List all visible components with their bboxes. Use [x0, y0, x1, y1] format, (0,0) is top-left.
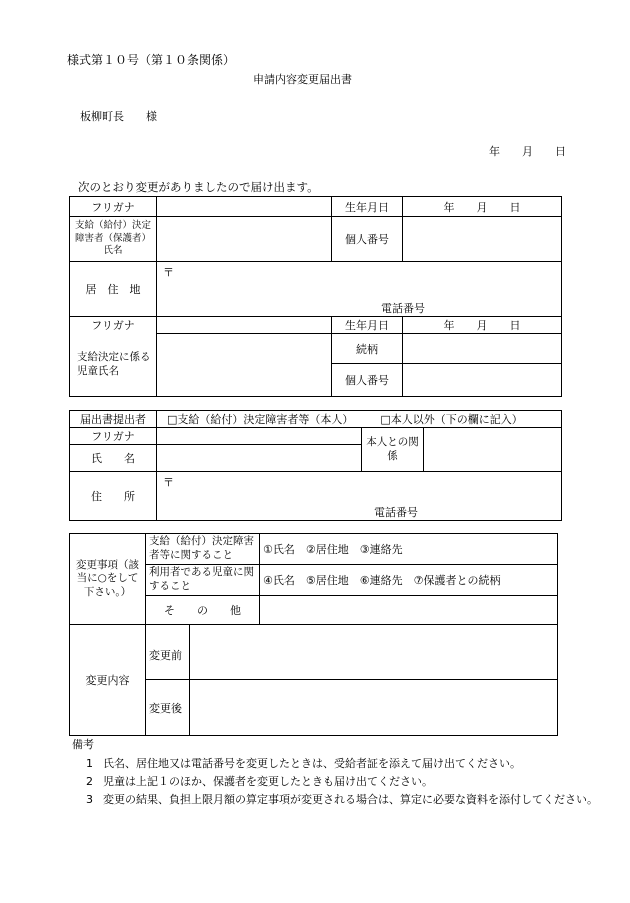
submitter-label: 届出書提出者 [70, 411, 157, 428]
form-number: 様式第１０号（第１０条関係） [67, 53, 236, 67]
recipient-info-table [69, 196, 562, 397]
address-field[interactable] [157, 262, 562, 317]
row3-field[interactable] [260, 596, 558, 625]
submitter-furigana-label: フリガナ [70, 428, 157, 445]
child-personal-number-label: 個人番号 [332, 364, 403, 397]
after-label: 変更後 [146, 680, 190, 736]
personal-number-field[interactable] [403, 217, 562, 262]
relation-field[interactable] [424, 428, 562, 472]
before-label: 変更前 [146, 625, 190, 680]
address-label: 居 住 地 [70, 262, 157, 317]
after-field[interactable] [190, 680, 558, 736]
submitter-furigana-field[interactable] [157, 428, 362, 445]
postal-mark: 〒 [163, 266, 174, 279]
change-items-label: 変更事項（該当に○をして下さい。） [70, 534, 146, 625]
child-name-label: 支給決定に係る児童氏名 [70, 334, 157, 397]
note-1-num: 1 [86, 757, 93, 770]
row2-label: 利用者である児童に関すること [146, 565, 260, 596]
submitter-table [69, 410, 562, 521]
submitter-address-label: 住 所 [70, 472, 157, 521]
child-furigana-field[interactable] [157, 317, 332, 334]
relation-label: 本人との関係 [362, 428, 424, 472]
notes-heading: 備考 [72, 738, 94, 751]
submitter-name-field[interactable] [157, 445, 362, 472]
addressee: 板柳町長 様 [80, 110, 157, 123]
date-line: 年 月 日 [489, 145, 566, 158]
submitter-address-field[interactable] [157, 472, 562, 521]
relationship-label: 続柄 [332, 334, 403, 364]
option-other-checkbox[interactable]: □本人以外（下の欄に記入） [380, 413, 523, 426]
birthdate-label: 生年月日 [332, 197, 403, 217]
row1-label: 支給（給付）決定障害者等に関すること [146, 534, 260, 565]
change-content-label: 変更内容 [70, 625, 146, 736]
submitter-phone-label: 電話番号 [374, 506, 418, 519]
form-title: 申請内容変更届出書 [253, 73, 352, 86]
note-2-num: 2 [86, 775, 93, 788]
intro-text: 次のとおり変更がありましたので届け出ます。 [78, 180, 319, 194]
child-personal-number-field[interactable] [403, 364, 562, 397]
change-table [69, 533, 558, 736]
submitter-options [157, 411, 562, 428]
note-2-text: 児童は上記１のほか、保護者を変更したときも届け出てください。 [103, 775, 433, 788]
child-birthdate-field[interactable]: 年 月 日 [403, 317, 562, 334]
phone-label: 電話番号 [381, 302, 425, 315]
relationship-field[interactable] [403, 334, 562, 364]
row1-options[interactable]: ①氏名 ②居住地 ③連絡先 [260, 534, 558, 565]
note-1-text: 氏名、居住地又は電話番号を変更したときは、受給者証を添えて届け出てください。 [103, 757, 521, 770]
child-birthdate-label: 生年月日 [332, 317, 403, 334]
submitter-name-label: 氏 名 [70, 445, 157, 472]
child-name-field[interactable] [157, 334, 332, 397]
birthdate-field[interactable]: 年 月 日 [403, 197, 562, 217]
submitter-postal-mark: 〒 [163, 476, 174, 489]
furigana-field[interactable] [157, 197, 332, 217]
child-furigana-label: フリガナ [70, 317, 157, 334]
recipient-name-label: 支給（給付）決定障害者（保護者）氏名 [70, 217, 157, 262]
option-self-checkbox[interactable]: □支給（給付）決定障害者等（本人） [167, 413, 354, 426]
row2-options[interactable]: ④氏名 ⑤居住地 ⑥連絡先 ⑦保護者との続柄 [260, 565, 558, 596]
note-3-num: 3 [86, 793, 93, 806]
note-3-text: 変更の結果、負担上限月額の算定事項が変更される場合は、算定に必要な資料を添付してください。 [103, 793, 598, 806]
personal-number-label: 個人番号 [332, 217, 403, 262]
before-field[interactable] [190, 625, 558, 680]
furigana-label: フリガナ [70, 197, 157, 217]
row3-label: そ の 他 [146, 596, 260, 625]
recipient-name-field[interactable] [157, 217, 332, 262]
